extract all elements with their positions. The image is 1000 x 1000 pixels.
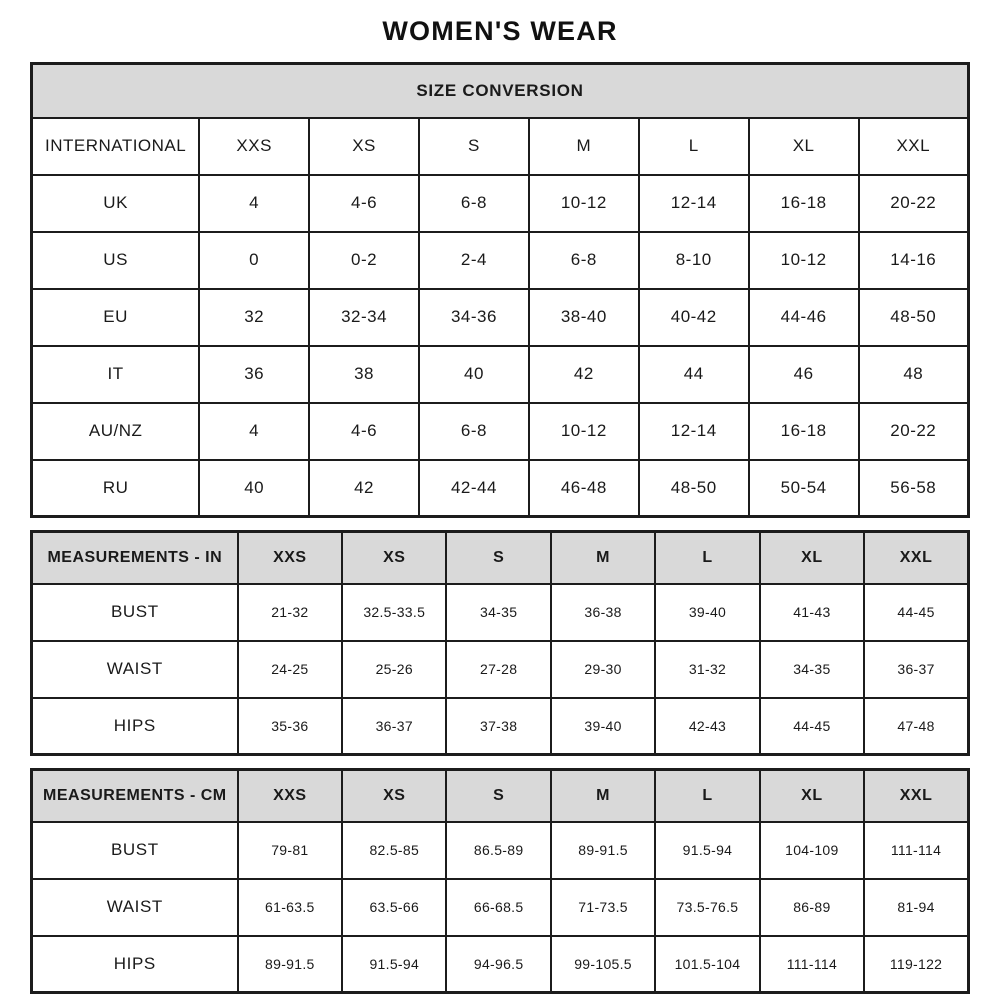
value-cell: 99-105.5 [551,936,655,993]
value-cell: 39-40 [551,698,655,755]
value-cell: 48-50 [859,289,969,346]
value-cell: 32-34 [309,289,419,346]
value-cell: 21-32 [238,584,342,641]
table-row [32,822,969,879]
value-cell: 47-48 [864,698,968,755]
table-row [32,879,969,936]
row-label: IT [32,346,200,403]
size-column-header: XXS [199,118,309,175]
value-cell: 89-91.5 [238,936,342,993]
row-label: WAIST [32,641,238,698]
value-cell: 38-40 [529,289,639,346]
value-cell: 44-45 [864,584,968,641]
value-cell: 56-58 [859,460,969,517]
value-cell: 111-114 [760,936,864,993]
value-cell: 94-96.5 [446,936,550,993]
row-label: BUST [32,822,238,879]
row-label: UK [32,175,200,232]
value-cell: 66-68.5 [446,879,550,936]
size-column-header: M [551,532,655,584]
row-label: AU/NZ [32,403,200,460]
value-cell: 20-22 [859,175,969,232]
value-cell: 38 [309,346,419,403]
value-cell: 44-45 [760,698,864,755]
measurements-in-table [30,530,970,756]
value-cell: 104-109 [760,822,864,879]
size-column-header: XL [760,532,864,584]
row-label: BUST [32,584,238,641]
size-column-header: XL [749,118,859,175]
value-cell: 14-16 [859,232,969,289]
value-cell: 6-8 [419,175,529,232]
size-column-header: M [529,118,639,175]
table-row [32,698,969,755]
value-cell: 73.5-76.5 [655,879,759,936]
value-cell: 42 [529,346,639,403]
size-column-header: S [446,770,550,822]
value-cell: 29-30 [551,641,655,698]
size-column-header: XXS [238,770,342,822]
value-cell: 4-6 [309,175,419,232]
value-cell: 16-18 [749,175,859,232]
table-row [32,936,969,993]
value-cell: 34-35 [446,584,550,641]
value-cell: 40 [419,346,529,403]
table-row [32,460,969,517]
value-cell: 32 [199,289,309,346]
table-row [32,346,969,403]
page-title: WOMEN'S WEAR [382,16,618,46]
value-cell: 36-37 [342,698,446,755]
size-column-header: XS [342,770,446,822]
value-cell: 61-63.5 [238,879,342,936]
value-cell: 24-25 [238,641,342,698]
table-row [32,641,969,698]
value-cell: 101.5-104 [655,936,759,993]
row-label: US [32,232,200,289]
value-cell: 82.5-85 [342,822,446,879]
value-cell: 10-12 [529,175,639,232]
value-cell: 6-8 [419,403,529,460]
value-cell: 119-122 [864,936,968,993]
table-row [32,584,969,641]
value-cell: 4 [199,175,309,232]
value-cell: 8-10 [639,232,749,289]
value-cell: 50-54 [749,460,859,517]
value-cell: 2-4 [419,232,529,289]
value-cell: 46-48 [529,460,639,517]
value-cell: 12-14 [639,175,749,232]
value-cell: 79-81 [238,822,342,879]
value-cell: 91.5-94 [342,936,446,993]
value-cell: 81-94 [864,879,968,936]
row-label: WAIST [32,879,238,936]
value-cell: 31-32 [655,641,759,698]
value-cell: 37-38 [446,698,550,755]
size-column-header: XL [760,770,864,822]
value-cell: 40-42 [639,289,749,346]
value-cell: 42-44 [419,460,529,517]
value-cell: 89-91.5 [551,822,655,879]
size-column-header: S [446,532,550,584]
value-cell: 27-28 [446,641,550,698]
size-column-header: L [655,532,759,584]
value-cell: 4 [199,403,309,460]
value-cell: 10-12 [529,403,639,460]
size-column-header: M [551,770,655,822]
size-column-header: S [419,118,529,175]
size-column-header: XXS [238,532,342,584]
table-header-row [32,770,969,822]
value-cell: 44 [639,346,749,403]
value-cell: 34-36 [419,289,529,346]
size-column-header: XS [342,532,446,584]
header-label: MEASUREMENTS - CM [32,770,238,822]
value-cell: 63.5-66 [342,879,446,936]
value-cell: 12-14 [639,403,749,460]
value-cell: 32.5-33.5 [342,584,446,641]
value-cell: 34-35 [760,641,864,698]
value-cell: 20-22 [859,403,969,460]
table-header-row [32,118,969,175]
value-cell: 25-26 [342,641,446,698]
table-row [32,175,969,232]
value-cell: 4-6 [309,403,419,460]
value-cell: 36 [199,346,309,403]
value-cell: 71-73.5 [551,879,655,936]
header-label: INTERNATIONAL [32,118,200,175]
size-column-header: L [639,118,749,175]
table-row [32,289,969,346]
value-cell: 36-38 [551,584,655,641]
row-label: HIPS [32,698,238,755]
row-label: EU [32,289,200,346]
value-cell: 39-40 [655,584,759,641]
size-column-header: XXL [864,770,968,822]
row-label: RU [32,460,200,517]
value-cell: 86-89 [760,879,864,936]
table-title: SIZE CONVERSION [32,64,969,118]
value-cell: 48 [859,346,969,403]
size-column-header: XXL [859,118,969,175]
value-cell: 48-50 [639,460,749,517]
row-label: HIPS [32,936,238,993]
table-header-row [32,532,969,584]
table-title-row [32,64,969,118]
value-cell: 46 [749,346,859,403]
size-column-header: XXL [864,532,968,584]
size-conversion-table [30,62,970,518]
value-cell: 41-43 [760,584,864,641]
value-cell: 0 [199,232,309,289]
measurements-cm-table [30,768,970,994]
value-cell: 111-114 [864,822,968,879]
value-cell: 10-12 [749,232,859,289]
value-cell: 36-37 [864,641,968,698]
value-cell: 0-2 [309,232,419,289]
value-cell: 35-36 [238,698,342,755]
value-cell: 6-8 [529,232,639,289]
value-cell: 42-43 [655,698,759,755]
size-column-header: L [655,770,759,822]
table-row [32,403,969,460]
header-label: MEASUREMENTS - IN [32,532,238,584]
value-cell: 86.5-89 [446,822,550,879]
value-cell: 44-46 [749,289,859,346]
value-cell: 42 [309,460,419,517]
value-cell: 40 [199,460,309,517]
value-cell: 91.5-94 [655,822,759,879]
value-cell: 16-18 [749,403,859,460]
table-row [32,232,969,289]
size-column-header: XS [309,118,419,175]
